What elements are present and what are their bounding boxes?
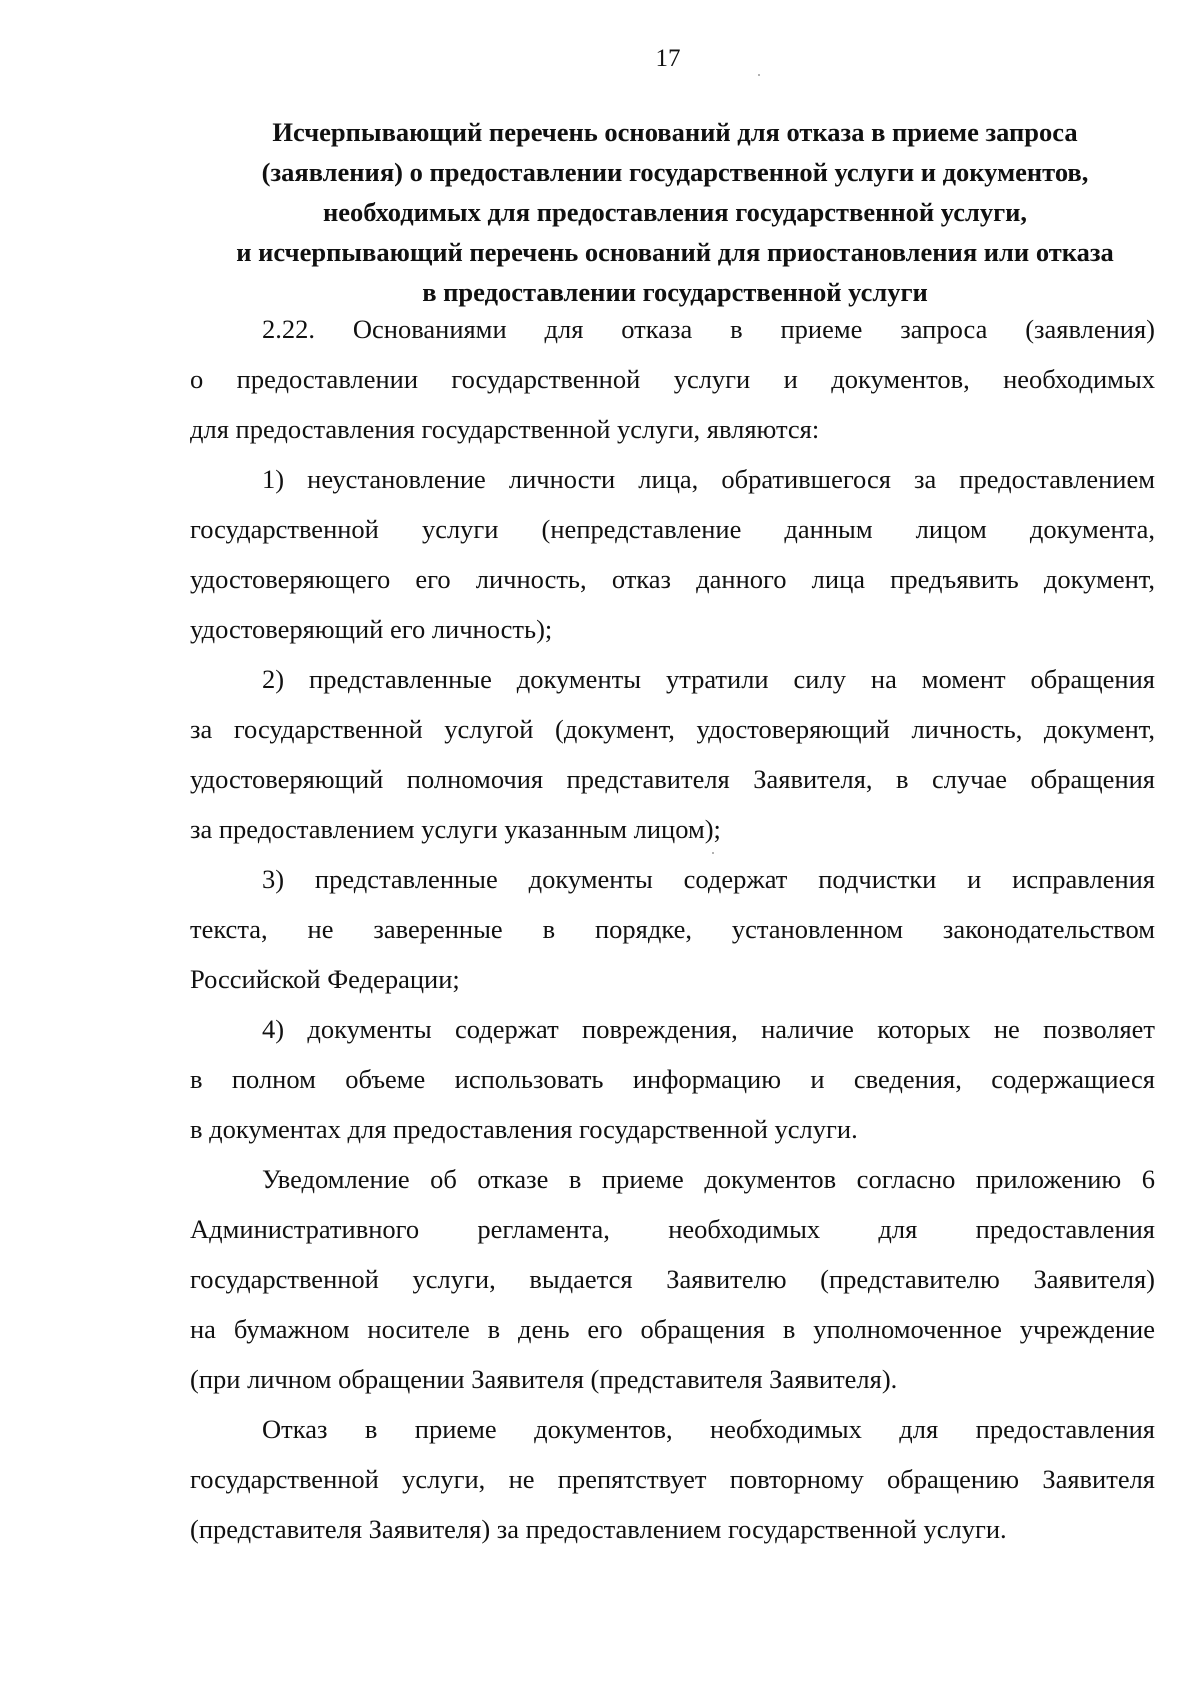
repeat-application-paragraph [190, 1404, 1155, 1554]
paragraph-2-22 [190, 304, 1155, 454]
text-line: государственной услуги, не препятствует повторному обращению Заявителя [190, 1464, 1155, 1494]
text-line: государственной услуги (непредставление данным лицом документа, [190, 514, 1155, 544]
text-line: Отказ в приеме документов, необходимых для предоставления [262, 1414, 1155, 1444]
list-item-2 [190, 654, 1155, 854]
text-line: 4) документы содержат повреждения, наличие которых не позволяет [262, 1014, 1155, 1044]
text-line: о предоставлении государственной услуги и документов, необходимых [190, 364, 1155, 394]
heading-line: (заявления) о предоставлении государственной услуги и документов, [261, 157, 1089, 187]
text-line: удостоверяющий его личность); [190, 614, 553, 644]
text-line: 1) неустановление личности лица, обратившегося за предоставлением [262, 464, 1155, 494]
text-line: 2.22. Основаниями для отказа в приеме запроса (заявления) [262, 314, 1155, 344]
heading-line: в предоставлении государственной услуги [422, 277, 928, 307]
text-line: на бумажном носителе в день его обращения в уполномоченное учреждение [190, 1314, 1155, 1344]
text-line: Российской Федерации; [190, 964, 460, 994]
text-line: за предоставлением услуги указанным лицом); [190, 814, 721, 844]
text-line: (представителя Заявителя) за предоставлением государственной услуги. [190, 1514, 1007, 1544]
refusal-notice-paragraph [190, 1154, 1155, 1404]
heading-line: необходимых для предоставления государственной услуги, [322, 197, 1028, 227]
text-line: Административного регламента, необходимых для предоставления [190, 1214, 1155, 1244]
text-line: в документах для предоставления государственной услуги. [190, 1114, 858, 1144]
page-number: 17 [655, 45, 681, 72]
text-line: государственной услуги, выдается Заявителю (представителю Заявителя) [190, 1264, 1155, 1294]
text-line: удостоверяющий полномочия представителя Заявителя, в случае обращения [190, 764, 1155, 794]
text-line: текста, не заверенные в порядке, установленном законодательством [190, 914, 1155, 944]
heading-line: Исчерпывающий перечень оснований для отказа в приеме запроса [272, 117, 1078, 147]
text-line: 3) представленные документы содержат подчистки и исправления [262, 864, 1155, 894]
text-line: для предоставления государственной услуги, являются: [190, 414, 820, 444]
text-line: 2) представленные документы утратили силу на момент обращения [262, 664, 1155, 694]
section-heading [190, 112, 1160, 312]
list-item-3 [190, 854, 1155, 1004]
document-body [190, 304, 1155, 1554]
text-line: за государственной услугой (документ, удостоверяющий личность, документ, [190, 714, 1155, 744]
text-line: удостоверяющего его личность, отказ данного лица предъявить документ, [190, 564, 1155, 594]
text-line: в полном объеме использовать информацию и сведения, содержащиеся [190, 1064, 1155, 1094]
list-item-4 [190, 1004, 1155, 1154]
list-item-1 [190, 454, 1155, 654]
text-line: Уведомление об отказе в приеме документов согласно приложению 6 [262, 1164, 1155, 1194]
scan-speck [758, 74, 760, 76]
text-line: (при личном обращении Заявителя (представителя Заявителя). [190, 1364, 898, 1394]
heading-line: и исчерпывающий перечень оснований для приостановления или отказа [236, 237, 1114, 267]
